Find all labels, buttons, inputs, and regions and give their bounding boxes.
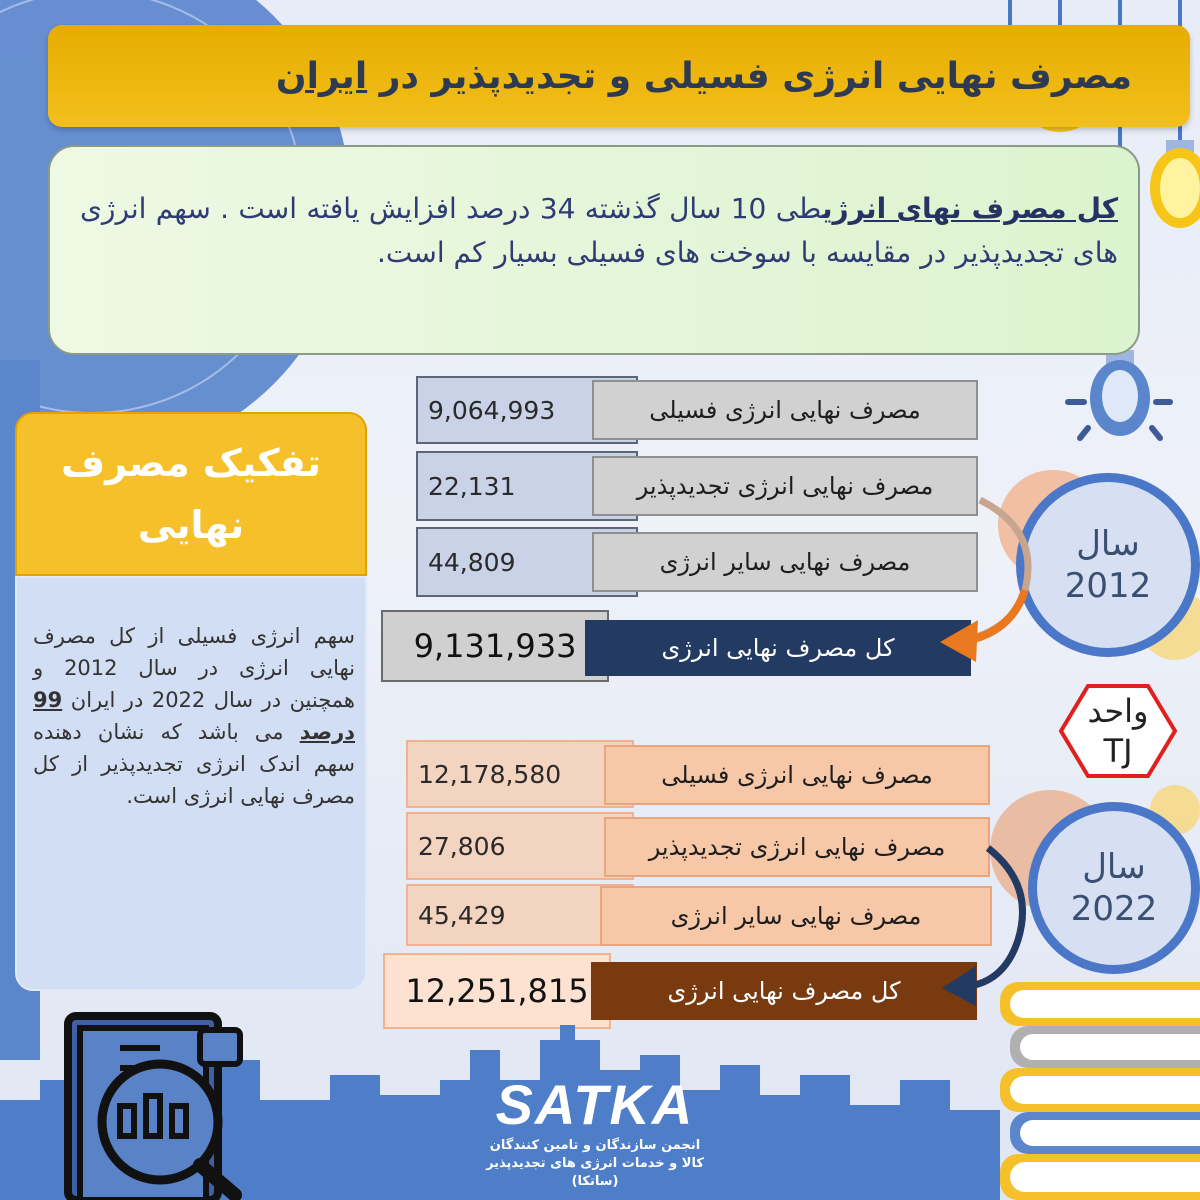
label-2022-other: مصرف نهایی سایر انرژی [600,886,992,946]
summary-body: طی 10 سال گذشته 34 درصد افزایش یافته است . سهم انرژی های تجدیدپذیر در مقایسه با سوخت های فسیلی بسیار کم است. [80,192,1118,269]
label-2022-renewable: مصرف نهایی انرژی تجدیدپذیر [604,817,990,877]
value-2012-fossil: 9,064,993 [416,376,638,444]
unit-badge [1058,683,1178,779]
side-panel-text [33,620,355,812]
summary-highlight: کل مصرف نهای انرژی [822,192,1118,225]
year-word-2022: سال [1082,847,1146,887]
book-3 [1000,1068,1200,1112]
summary-box [48,145,1140,355]
label-2022-fossil: مصرف نهایی انرژی فسیلی [604,745,990,805]
logo-line1: انجمن سازندگان و تامین کنندگان [489,1138,701,1153]
year-number-2012: 2012 [1064,566,1152,606]
logo-line2: کالا و خدمات انرژی های تجدیدپذیر (ساتکا) [486,1156,704,1189]
book-5 [1000,1154,1200,1200]
label-2012-renewable: مصرف نهایی انرژی تجدیدپذیر [592,456,978,516]
title-banner [48,25,1190,127]
side-text-part1: سهم انرژی فسیلی از کل مصرف نهایی انرژی در سال 2012 و همچنین در سال 2022 در ایران [33,624,356,712]
year-word-2012: سال [1076,524,1140,564]
value-2022-renewable: 27,806 [406,812,634,880]
total-value-2022: 12,251,815 [383,953,611,1029]
year-badge-2022 [1028,802,1200,974]
report-analysis-icon [50,1010,260,1200]
book-2 [1010,1026,1200,1068]
side-panel-heading-text: تفکیک مصرف نهایی [60,441,322,547]
side-text-part2: می باشد که نشان دهنده سهم اندک انرژی تجدیدپذیر از کل مصرف نهایی انرژی است. [33,720,355,808]
side-text-highlight: 99 درصد [33,688,355,744]
logo-brand: SATKA [495,1073,695,1136]
books-stack [1000,982,1200,1200]
value-2022-fossil: 12,178,580 [406,740,634,808]
year-number-2022: 2022 [1070,889,1158,929]
title-main: مصرف نهایی انرژی فسیلی و تجدیدپذیر در [379,55,1132,97]
arrow-2012 [930,470,1050,670]
value-2012-other: 44,809 [416,527,638,597]
book-4 [1010,1112,1200,1154]
label-2012-fossil: مصرف نهایی انرژی فسیلی [592,380,978,440]
total-label-2022: کل مصرف نهایی انرژی [591,962,977,1020]
satka-logo [470,1072,720,1191]
total-label-2012: کل مصرف نهایی انرژی [585,620,971,676]
book-1 [1000,982,1200,1026]
unit-value: TJ [1103,732,1133,770]
page-title [276,56,1132,97]
value-2012-renewable: 22,131 [416,451,638,521]
label-2012-other: مصرف نهایی سایر انرژی [592,532,978,592]
value-2022-other: 45,429 [406,884,634,946]
unit-word: واحد [1087,692,1149,730]
side-panel-heading [15,412,367,576]
title-country: ایران [275,55,368,97]
summary-text [80,187,1118,275]
total-value-2012: 9,131,933 [381,610,609,682]
side-panel-body [15,576,367,991]
